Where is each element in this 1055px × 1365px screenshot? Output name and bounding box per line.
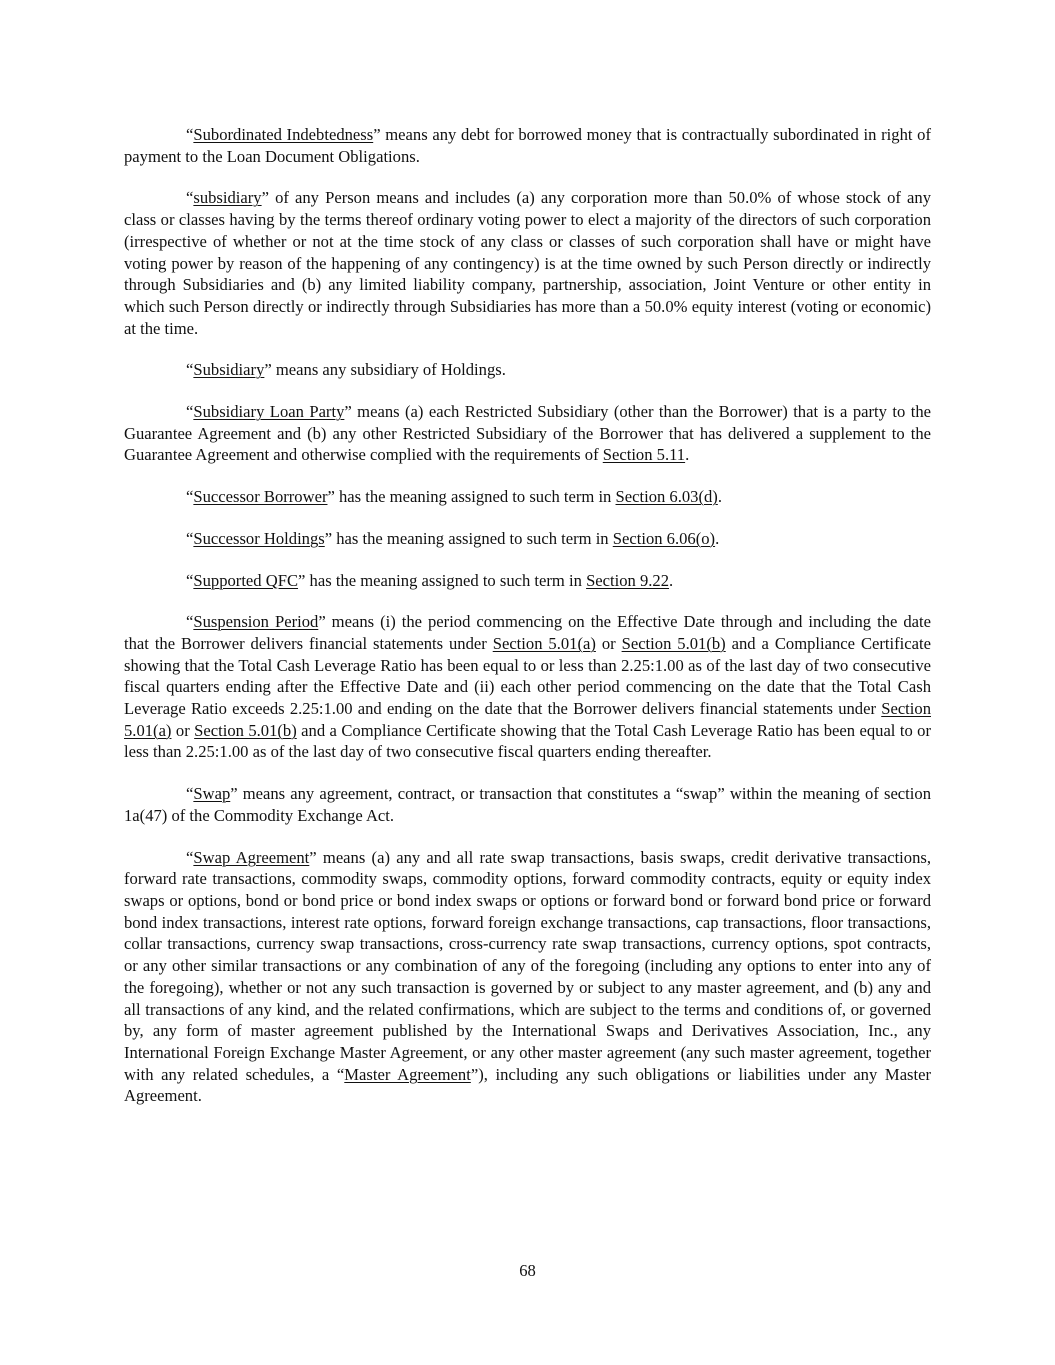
definition-successor-holdings	[124, 528, 931, 550]
definition-text: ” has the meaning assigned to such term in	[327, 487, 616, 507]
definition-swap-agreement	[124, 847, 931, 1107]
definitions-section	[124, 124, 931, 1127]
defined-term-reference: Section 5.01(a)	[124, 699, 931, 740]
defined-term-reference: Section 9.22	[586, 570, 670, 590]
definition-supported-qfc	[124, 570, 931, 592]
definition-text: ” means (a) any and all rate swap transactions, basis swaps, credit derivative transactions, forward rate transactions, commodity swaps, commodity options, forward commodity contracts, equity or equity index swaps or options, bond or bond price or bond index swaps or options or forward bond or forward bond price or forward bond index transactions, interest rate options, forward foreign exchange transactions, cap transactions, floor transactions, collar transactions, currency swap transactions, cross-currency rate swap transactions, currency options, spot contracts, or any other similar transactions or any combination of any of the foregoing (including any options to enter into any of the foregoing), whether or not any such transaction is governed by or subject to any master agreement, and (b) any and all transactions of any kind, and the related confirmations, which are subject to the terms and conditions of, or governed by, any form of master agreement published by the International Swaps and Derivatives Association, Inc., any International Foreign Exchange Master Agreement, or any other master agreement (any such master agreement, together with any related schedules, a “	[124, 847, 931, 1084]
definition-swap	[124, 783, 931, 826]
definition-successor-borrower	[124, 486, 931, 508]
definition-text: .	[717, 487, 722, 507]
definition-text: ” means any agreement, contract, or transaction that constitutes a “swap” within the meaning of section 1a(47) of the Commodity Exchange Act.	[124, 784, 931, 825]
definition-text: ” has the meaning assigned to such term in	[298, 570, 587, 590]
definition-text: “	[186, 125, 194, 144]
defined-term-reference: Swap	[193, 784, 231, 804]
definition-subordinated-indebtedness	[124, 124, 931, 167]
definition-text: “	[186, 847, 194, 867]
definition-text: ” has the meaning assigned to such term in	[324, 528, 613, 548]
defined-term-reference: Section 5.01(a)	[492, 633, 596, 653]
defined-term-reference: Section 6.03(d)	[615, 487, 718, 507]
definition-text: “	[186, 487, 194, 507]
defined-term-reference: Swap Agreement	[193, 847, 310, 867]
definition-text: ” means any debt for borrowed money that is contractually subordinated in right of payment to the Loan Document Obligations.	[124, 125, 931, 166]
definition-suspension-period	[124, 611, 931, 763]
defined-term-reference: Subsidiary	[193, 360, 265, 380]
definition-text: and a Compliance Certificate showing that the Total Cash Leverage Ratio has been equal to or less than 2.25:1.00 as of the last day of two consecutive fiscal quarters ending thereafter.	[124, 720, 932, 762]
defined-term-reference: Subsidiary Loan Party	[193, 402, 345, 422]
definition-text: or	[595, 633, 622, 653]
defined-term-reference: Successor Holdings	[193, 528, 325, 548]
definition-text: “	[186, 570, 194, 590]
definition-text: “	[186, 402, 194, 422]
defined-term-reference: Suspension Period	[193, 612, 319, 632]
definition-text: ” means (i) the period commencing on the Effective Date through and including the date that the Borrower delivers financial statements under	[124, 612, 931, 653]
definition-text: .	[715, 528, 720, 548]
definition-subsidiary-upper	[124, 359, 931, 381]
definition-text: ” of any Person means and includes (a) any corporation more than 50.0% of whose stock of any class or classes having by the terms thereof ordinary voting power to elect a majority of the directors of such corporation (irrespective of whether or not at the time stock of any class or classes of such corporation shall have or might have voting power by reason of the happening of any contingency) is at the time owned by such Person directly or indirectly through Subsidiaries and (b) any limited liability company, partnership, association, Joint Venture or other entity in which such Person directly or indirectly through Subsidiaries has more than a 50.0% equity interest (voting or economic) at the time.	[124, 188, 931, 338]
definition-text: ” means any subsidiary of Holdings.	[264, 360, 506, 380]
definition-text: ” means (a) each Restricted Subsidiary (other than the Borrower) that is a party to the Guarantee Agreement and (b) any other Restricted Subsidiary of the Borrower that has delivered a supplement to the Guarantee Agreement and otherwise complied with the requirements of	[124, 402, 932, 465]
defined-term-reference: Subordinated Indebtedness	[193, 125, 374, 144]
definition-text: and a Compliance Certificate showing that the Total Cash Leverage Ratio has been equal to or less than 2.25:1.00 as of the last day of two consecutive fiscal quarters ending after the Effective Date and (ii) each other period commencing on the date that the Total Cash Leverage Ratio exceeds 2.25:1.00 and ending on the date that the Borrower delivers financial statements under	[124, 633, 931, 719]
defined-term-reference: Successor Borrower	[193, 487, 328, 507]
definition-text: or	[171, 720, 195, 740]
definition-text: “	[186, 784, 194, 804]
definition-text: “	[186, 188, 194, 208]
definition-text: “	[186, 528, 194, 548]
definition-text: “	[186, 612, 194, 632]
defined-term-reference: subsidiary	[193, 188, 262, 208]
page-number: 68	[519, 1261, 536, 1280]
defined-term-reference: Section 5.01(b)	[194, 720, 297, 740]
definition-subsidiary-loan-party	[124, 401, 931, 466]
definition-text: .	[669, 570, 674, 590]
definition-text: .	[685, 445, 690, 465]
defined-term-reference: Supported QFC	[193, 570, 299, 590]
defined-term-reference: Section 5.11	[602, 445, 686, 465]
definition-subsidiary-lower	[124, 187, 931, 339]
definition-text: ”), including any such obligations or liabilities under any Master Agreement.	[124, 1064, 932, 1106]
defined-term-reference: Section 5.01(b)	[621, 633, 726, 653]
defined-term-reference: Section 6.06(o)	[612, 528, 716, 548]
defined-term-reference: Master Agreement	[344, 1064, 471, 1084]
definition-text: “	[186, 360, 194, 380]
